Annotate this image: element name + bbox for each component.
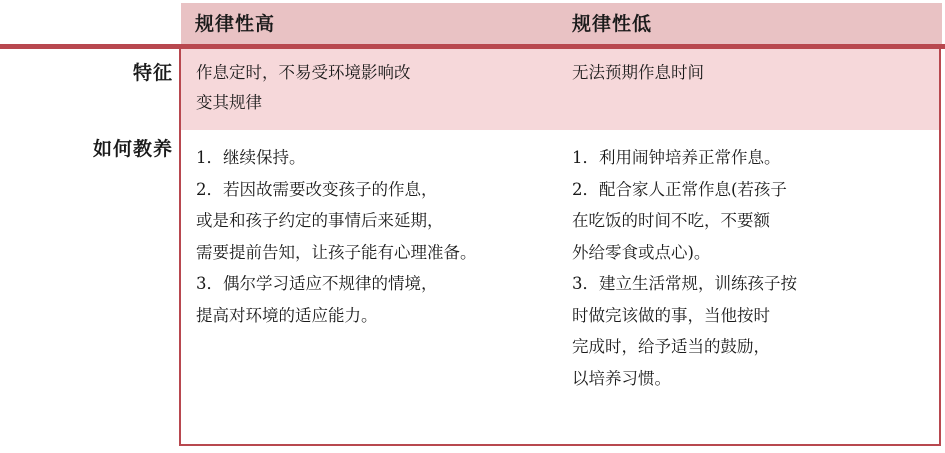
parenting-high-line: 2．若因故需要改变孩子的作息， xyxy=(196,179,438,199)
parenting-low-line: 以培养习惯。 xyxy=(572,368,671,388)
feature-low-cell xyxy=(572,58,704,88)
row-label-parenting: 如何教养 xyxy=(92,138,173,160)
parenting-low-line: 时做完该做的事，当他按时 xyxy=(572,305,770,325)
parenting-low-line: 1．利用闹钟培养正常作息。 xyxy=(572,148,781,167)
parenting-low-cell xyxy=(572,142,797,394)
table-header xyxy=(181,3,942,44)
parenting-low-line: 外给零食或点心)。 xyxy=(572,242,711,262)
parenting-low-line: 3．建立生活常规，训练孩子按 xyxy=(572,274,797,293)
parenting-high-line: 或是和孩子约定的事情后来延期， xyxy=(196,211,444,230)
parenting-high-cell xyxy=(196,142,477,331)
parenting-low-line: 在吃饭的时间不吃，不要额 xyxy=(572,211,770,230)
parenting-high-line: 3．偶尔学习适应不规律的情境， xyxy=(196,274,438,293)
feature-high-cell xyxy=(196,58,411,118)
row-label-feature: 特征 xyxy=(132,62,173,84)
feature-high-line: 作息定时，不易受环境影响改 xyxy=(196,63,411,82)
feature-high-line: 变其规律 xyxy=(196,93,262,112)
parenting-high-line: 需要提前告知，让孩子能有心理准备。 xyxy=(196,242,477,262)
parenting-low-line: 2．配合家人正常作息(若孩子 xyxy=(572,179,787,199)
parenting-low-line: 完成时，给予适当的鼓励， xyxy=(572,337,770,356)
header-high-regularity: 规律性高 xyxy=(195,13,276,35)
parenting-high-line: 1．继续保持。 xyxy=(196,148,306,167)
feature-low-line: 无法预期作息时间 xyxy=(572,63,704,82)
header-low-regularity: 规律性低 xyxy=(572,13,653,35)
parenting-high-line: 提高对环境的适应能力。 xyxy=(196,305,378,325)
